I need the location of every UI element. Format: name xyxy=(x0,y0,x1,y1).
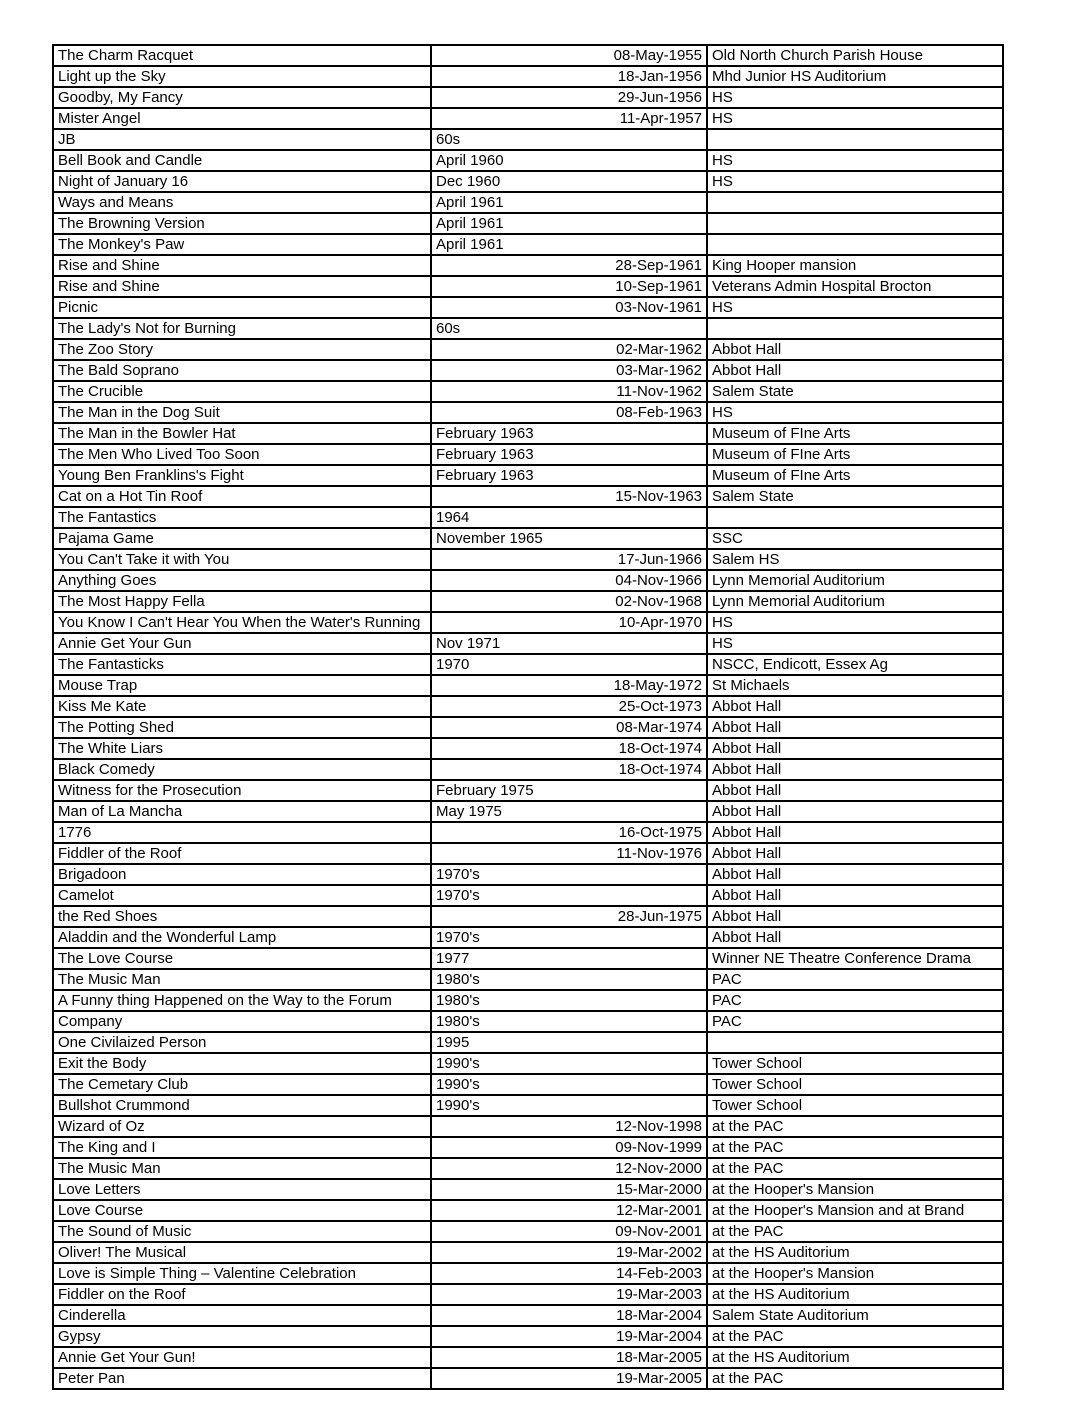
cell-date: 25-Oct-1973 xyxy=(431,696,707,717)
cell-date: 19-Mar-2004 xyxy=(431,1326,707,1347)
cell-date: 18-Oct-1974 xyxy=(431,738,707,759)
cell-venue: Abbot Hall xyxy=(707,822,1003,843)
cell-date: 1970's xyxy=(431,885,707,906)
cell-venue: HS xyxy=(707,612,1003,633)
cell-production-title: The Zoo Story xyxy=(53,339,431,360)
cell-venue: at the PAC xyxy=(707,1158,1003,1179)
cell-date: 1970's xyxy=(431,864,707,885)
table-row xyxy=(53,360,1003,381)
cell-production-title: Company xyxy=(53,1011,431,1032)
table-row xyxy=(53,570,1003,591)
cell-date: 19-Mar-2003 xyxy=(431,1284,707,1305)
cell-date: April 1960 xyxy=(431,150,707,171)
cell-production-title: The Lady's Not for Burning xyxy=(53,318,431,339)
table-row xyxy=(53,612,1003,633)
cell-production-title: Bell Book and Candle xyxy=(53,150,431,171)
cell-date: 08-May-1955 xyxy=(431,45,707,66)
table-row xyxy=(53,1074,1003,1095)
cell-production-title: The Music Man xyxy=(53,969,431,990)
cell-venue: Tower School xyxy=(707,1074,1003,1095)
cell-production-title: Camelot xyxy=(53,885,431,906)
cell-venue: Abbot Hall xyxy=(707,780,1003,801)
cell-production-title: The White Liars xyxy=(53,738,431,759)
table-row xyxy=(53,1137,1003,1158)
cell-production-title: Peter Pan xyxy=(53,1368,431,1389)
cell-date: 02-Nov-1968 xyxy=(431,591,707,612)
cell-date: 1990's xyxy=(431,1074,707,1095)
cell-production-title: Rise and Shine xyxy=(53,255,431,276)
table-row xyxy=(53,1284,1003,1305)
cell-date: 1970's xyxy=(431,927,707,948)
cell-date: November 1965 xyxy=(431,528,707,549)
cell-production-title: The Potting Shed xyxy=(53,717,431,738)
table-row xyxy=(53,486,1003,507)
table-row xyxy=(53,255,1003,276)
cell-production-title: The Most Happy Fella xyxy=(53,591,431,612)
cell-date: 11-Apr-1957 xyxy=(431,108,707,129)
document-sheet xyxy=(52,44,1002,1390)
cell-production-title: Brigadoon xyxy=(53,864,431,885)
table-row xyxy=(53,66,1003,87)
table-row xyxy=(53,633,1003,654)
table-row xyxy=(53,108,1003,129)
cell-production-title: Annie Get Your Gun! xyxy=(53,1347,431,1368)
cell-date: 09-Nov-2001 xyxy=(431,1221,707,1242)
cell-venue: Abbot Hall xyxy=(707,801,1003,822)
cell-production-title: Kiss Me Kate xyxy=(53,696,431,717)
cell-production-title: The King and I xyxy=(53,1137,431,1158)
cell-production-title: Exit the Body xyxy=(53,1053,431,1074)
cell-venue: at the PAC xyxy=(707,1116,1003,1137)
table-row xyxy=(53,696,1003,717)
table-row xyxy=(53,423,1003,444)
cell-date: 18-Oct-1974 xyxy=(431,759,707,780)
cell-date: 18-Jan-1956 xyxy=(431,66,707,87)
cell-production-title: 1776 xyxy=(53,822,431,843)
cell-date: 18-Mar-2005 xyxy=(431,1347,707,1368)
table-row xyxy=(53,549,1003,570)
cell-production-title: You Know I Can't Hear You When the Water's Running xyxy=(53,612,431,633)
cell-venue: at the PAC xyxy=(707,1368,1003,1389)
cell-date: 08-Feb-1963 xyxy=(431,402,707,423)
cell-date: 04-Nov-1966 xyxy=(431,570,707,591)
cell-production-title: The Charm Racquet xyxy=(53,45,431,66)
cell-production-title: Young Ben Franklins's Fight xyxy=(53,465,431,486)
cell-venue: HS xyxy=(707,87,1003,108)
table-row xyxy=(53,1242,1003,1263)
cell-date: 11-Nov-1962 xyxy=(431,381,707,402)
table-row xyxy=(53,1116,1003,1137)
cell-date: 12-Mar-2001 xyxy=(431,1200,707,1221)
cell-production-title: The Sound of Music xyxy=(53,1221,431,1242)
cell-production-title: Light up the Sky xyxy=(53,66,431,87)
cell-production-title: The Browning Version xyxy=(53,213,431,234)
cell-venue: Abbot Hall xyxy=(707,864,1003,885)
cell-date: 11-Nov-1976 xyxy=(431,843,707,864)
cell-venue: Mhd Junior HS Auditorium xyxy=(707,66,1003,87)
cell-date: February 1963 xyxy=(431,465,707,486)
cell-venue: Museum of FIne Arts xyxy=(707,444,1003,465)
cell-date: 16-Oct-1975 xyxy=(431,822,707,843)
cell-venue: PAC xyxy=(707,969,1003,990)
cell-production-title: The Monkey's Paw xyxy=(53,234,431,255)
cell-venue: King Hooper mansion xyxy=(707,255,1003,276)
cell-venue: Abbot Hall xyxy=(707,759,1003,780)
cell-venue: Salem State Auditorium xyxy=(707,1305,1003,1326)
table-row xyxy=(53,780,1003,801)
cell-production-title: Fiddler of the Roof xyxy=(53,843,431,864)
cell-date: 10-Apr-1970 xyxy=(431,612,707,633)
cell-venue: Old North Church Parish House xyxy=(707,45,1003,66)
table-row xyxy=(53,990,1003,1011)
cell-production-title: The Cemetary Club xyxy=(53,1074,431,1095)
cell-date: May 1975 xyxy=(431,801,707,822)
cell-venue: PAC xyxy=(707,990,1003,1011)
cell-date: 17-Jun-1966 xyxy=(431,549,707,570)
cell-venue: at the PAC xyxy=(707,1221,1003,1242)
cell-venue: Abbot Hall xyxy=(707,696,1003,717)
table-row xyxy=(53,1263,1003,1284)
cell-venue: Tower School xyxy=(707,1095,1003,1116)
cell-date: February 1963 xyxy=(431,444,707,465)
table-row xyxy=(53,402,1003,423)
cell-production-title: The Man in the Dog Suit xyxy=(53,402,431,423)
cell-venue xyxy=(707,192,1003,213)
cell-venue: HS xyxy=(707,150,1003,171)
table-row xyxy=(53,843,1003,864)
table-row xyxy=(53,507,1003,528)
table-row xyxy=(53,801,1003,822)
table-row xyxy=(53,1032,1003,1053)
table-row xyxy=(53,1326,1003,1347)
cell-date: 60s xyxy=(431,129,707,150)
cell-date: April 1961 xyxy=(431,213,707,234)
table-row xyxy=(53,1347,1003,1368)
cell-production-title: Annie Get Your Gun xyxy=(53,633,431,654)
cell-date: 19-Mar-2002 xyxy=(431,1242,707,1263)
cell-date: 1995 xyxy=(431,1032,707,1053)
table-row xyxy=(53,528,1003,549)
table-row xyxy=(53,1053,1003,1074)
table-row xyxy=(53,738,1003,759)
cell-venue xyxy=(707,318,1003,339)
cell-venue: Abbot Hall xyxy=(707,885,1003,906)
cell-production-title: Love Course xyxy=(53,1200,431,1221)
cell-venue: at the HS Auditorium xyxy=(707,1347,1003,1368)
cell-production-title: Picnic xyxy=(53,297,431,318)
cell-date: 1990's xyxy=(431,1095,707,1116)
cell-date: 19-Mar-2005 xyxy=(431,1368,707,1389)
table-row xyxy=(53,948,1003,969)
cell-production-title: The Men Who Lived Too Soon xyxy=(53,444,431,465)
cell-production-title: JB xyxy=(53,129,431,150)
cell-production-title: Fiddler on the Roof xyxy=(53,1284,431,1305)
cell-date: 1990's xyxy=(431,1053,707,1074)
cell-date: April 1961 xyxy=(431,192,707,213)
table-row xyxy=(53,675,1003,696)
cell-date: 28-Jun-1975 xyxy=(431,906,707,927)
cell-production-title: Night of January 16 xyxy=(53,171,431,192)
cell-venue: Abbot Hall xyxy=(707,843,1003,864)
cell-production-title: Goodby, My Fancy xyxy=(53,87,431,108)
cell-production-title: Cat on a Hot Tin Roof xyxy=(53,486,431,507)
cell-production-title: Anything Goes xyxy=(53,570,431,591)
cell-venue: at the PAC xyxy=(707,1326,1003,1347)
cell-venue xyxy=(707,129,1003,150)
cell-venue: at the PAC xyxy=(707,1137,1003,1158)
cell-date: 1980's xyxy=(431,990,707,1011)
table-row xyxy=(53,885,1003,906)
cell-production-title: The Love Course xyxy=(53,948,431,969)
table-row xyxy=(53,1221,1003,1242)
cell-production-title: Love is Simple Thing – Valentine Celebration xyxy=(53,1263,431,1284)
table-row xyxy=(53,318,1003,339)
table-row xyxy=(53,759,1003,780)
cell-date: 1977 xyxy=(431,948,707,969)
cell-venue xyxy=(707,1032,1003,1053)
cell-venue: Veterans Admin Hospital Brocton xyxy=(707,276,1003,297)
cell-production-title: Witness for the Prosecution xyxy=(53,780,431,801)
cell-date: 15-Nov-1963 xyxy=(431,486,707,507)
cell-venue: PAC xyxy=(707,1011,1003,1032)
cell-venue: Lynn Memorial Auditorium xyxy=(707,591,1003,612)
table-row xyxy=(53,591,1003,612)
cell-venue xyxy=(707,213,1003,234)
table-row xyxy=(53,1011,1003,1032)
cell-venue xyxy=(707,507,1003,528)
cell-venue: at the HS Auditorium xyxy=(707,1242,1003,1263)
cell-date: 18-Mar-2004 xyxy=(431,1305,707,1326)
table-row xyxy=(53,171,1003,192)
cell-venue: SSC xyxy=(707,528,1003,549)
cell-date: 1980's xyxy=(431,1011,707,1032)
cell-date: 12-Nov-2000 xyxy=(431,1158,707,1179)
table-row xyxy=(53,192,1003,213)
cell-venue: Abbot Hall xyxy=(707,360,1003,381)
cell-production-title: The Crucible xyxy=(53,381,431,402)
cell-production-title: Man of La Mancha xyxy=(53,801,431,822)
cell-venue: Winner NE Theatre Conference Drama xyxy=(707,948,1003,969)
cell-date: April 1961 xyxy=(431,234,707,255)
cell-venue: Abbot Hall xyxy=(707,717,1003,738)
cell-date: February 1975 xyxy=(431,780,707,801)
cell-date: 10-Sep-1961 xyxy=(431,276,707,297)
cell-venue: at the HS Auditorium xyxy=(707,1284,1003,1305)
cell-venue: Salem HS xyxy=(707,549,1003,570)
table-row xyxy=(53,234,1003,255)
cell-venue: Tower School xyxy=(707,1053,1003,1074)
cell-venue: Abbot Hall xyxy=(707,927,1003,948)
cell-venue: HS xyxy=(707,633,1003,654)
cell-production-title: The Fantastics xyxy=(53,507,431,528)
cell-venue: Abbot Hall xyxy=(707,738,1003,759)
cell-date: Dec 1960 xyxy=(431,171,707,192)
table-row xyxy=(53,654,1003,675)
cell-date: 02-Mar-1962 xyxy=(431,339,707,360)
cell-date: 1980's xyxy=(431,969,707,990)
cell-production-title: Ways and Means xyxy=(53,192,431,213)
cell-date: 09-Nov-1999 xyxy=(431,1137,707,1158)
cell-venue: at the Hooper's Mansion xyxy=(707,1179,1003,1200)
table-row xyxy=(53,1368,1003,1389)
cell-venue: Salem State xyxy=(707,486,1003,507)
cell-date: 18-May-1972 xyxy=(431,675,707,696)
cell-date: Nov 1971 xyxy=(431,633,707,654)
table-row xyxy=(53,381,1003,402)
cell-venue: at the Hooper's Mansion xyxy=(707,1263,1003,1284)
cell-production-title: Oliver! The Musical xyxy=(53,1242,431,1263)
table-row xyxy=(53,150,1003,171)
cell-production-title: Wizard of Oz xyxy=(53,1116,431,1137)
table-row xyxy=(53,927,1003,948)
cell-date: 60s xyxy=(431,318,707,339)
cell-date: 03-Nov-1961 xyxy=(431,297,707,318)
cell-date: 12-Nov-1998 xyxy=(431,1116,707,1137)
table-row xyxy=(53,339,1003,360)
cell-date: February 1963 xyxy=(431,423,707,444)
table-row xyxy=(53,297,1003,318)
cell-date: 1964 xyxy=(431,507,707,528)
cell-production-title: Black Comedy xyxy=(53,759,431,780)
cell-venue: Museum of FIne Arts xyxy=(707,465,1003,486)
cell-venue: at the Hooper's Mansion and at Brand xyxy=(707,1200,1003,1221)
table-row xyxy=(53,906,1003,927)
cell-venue xyxy=(707,234,1003,255)
cell-production-title: the Red Shoes xyxy=(53,906,431,927)
cell-production-title: You Can't Take it with You xyxy=(53,549,431,570)
cell-production-title: Aladdin and the Wonderful Lamp xyxy=(53,927,431,948)
table-row xyxy=(53,213,1003,234)
cell-date: 29-Jun-1956 xyxy=(431,87,707,108)
cell-production-title: One Civilaized Person xyxy=(53,1032,431,1053)
cell-production-title: Bullshot Crummond xyxy=(53,1095,431,1116)
cell-venue: St Michaels xyxy=(707,675,1003,696)
table-row xyxy=(53,129,1003,150)
table-row xyxy=(53,87,1003,108)
cell-date: 08-Mar-1974 xyxy=(431,717,707,738)
cell-venue: HS xyxy=(707,108,1003,129)
cell-production-title: The Fantasticks xyxy=(53,654,431,675)
table-row xyxy=(53,969,1003,990)
cell-venue: Lynn Memorial Auditorium xyxy=(707,570,1003,591)
table-row xyxy=(53,444,1003,465)
cell-venue: Abbot Hall xyxy=(707,906,1003,927)
cell-production-title: The Man in the Bowler Hat xyxy=(53,423,431,444)
cell-production-title: Gypsy xyxy=(53,1326,431,1347)
productions-table xyxy=(52,44,1004,1390)
cell-date: 28-Sep-1961 xyxy=(431,255,707,276)
cell-date: 14-Feb-2003 xyxy=(431,1263,707,1284)
table-row xyxy=(53,45,1003,66)
table-row xyxy=(53,864,1003,885)
cell-venue: Abbot Hall xyxy=(707,339,1003,360)
cell-production-title: Mouse Trap xyxy=(53,675,431,696)
cell-production-title: The Music Man xyxy=(53,1158,431,1179)
table-row xyxy=(53,717,1003,738)
cell-production-title: A Funny thing Happened on the Way to the Forum xyxy=(53,990,431,1011)
cell-date: 1970 xyxy=(431,654,707,675)
cell-venue: NSCC, Endicott, Essex Ag xyxy=(707,654,1003,675)
cell-date: 15-Mar-2000 xyxy=(431,1179,707,1200)
cell-venue: HS xyxy=(707,171,1003,192)
table-row xyxy=(53,1179,1003,1200)
cell-venue: Museum of FIne Arts xyxy=(707,423,1003,444)
cell-production-title: Cinderella xyxy=(53,1305,431,1326)
table-row xyxy=(53,1305,1003,1326)
cell-production-title: Love Letters xyxy=(53,1179,431,1200)
cell-production-title: Pajama Game xyxy=(53,528,431,549)
table-row xyxy=(53,1200,1003,1221)
cell-production-title: The Bald Soprano xyxy=(53,360,431,381)
table-row xyxy=(53,276,1003,297)
table-row xyxy=(53,1158,1003,1179)
cell-production-title: Rise and Shine xyxy=(53,276,431,297)
cell-venue: HS xyxy=(707,297,1003,318)
cell-production-title: Mister Angel xyxy=(53,108,431,129)
table-row xyxy=(53,465,1003,486)
cell-date: 03-Mar-1962 xyxy=(431,360,707,381)
cell-venue: Salem State xyxy=(707,381,1003,402)
cell-venue: HS xyxy=(707,402,1003,423)
table-row xyxy=(53,822,1003,843)
table-row xyxy=(53,1095,1003,1116)
productions-table-body xyxy=(53,45,1003,1389)
